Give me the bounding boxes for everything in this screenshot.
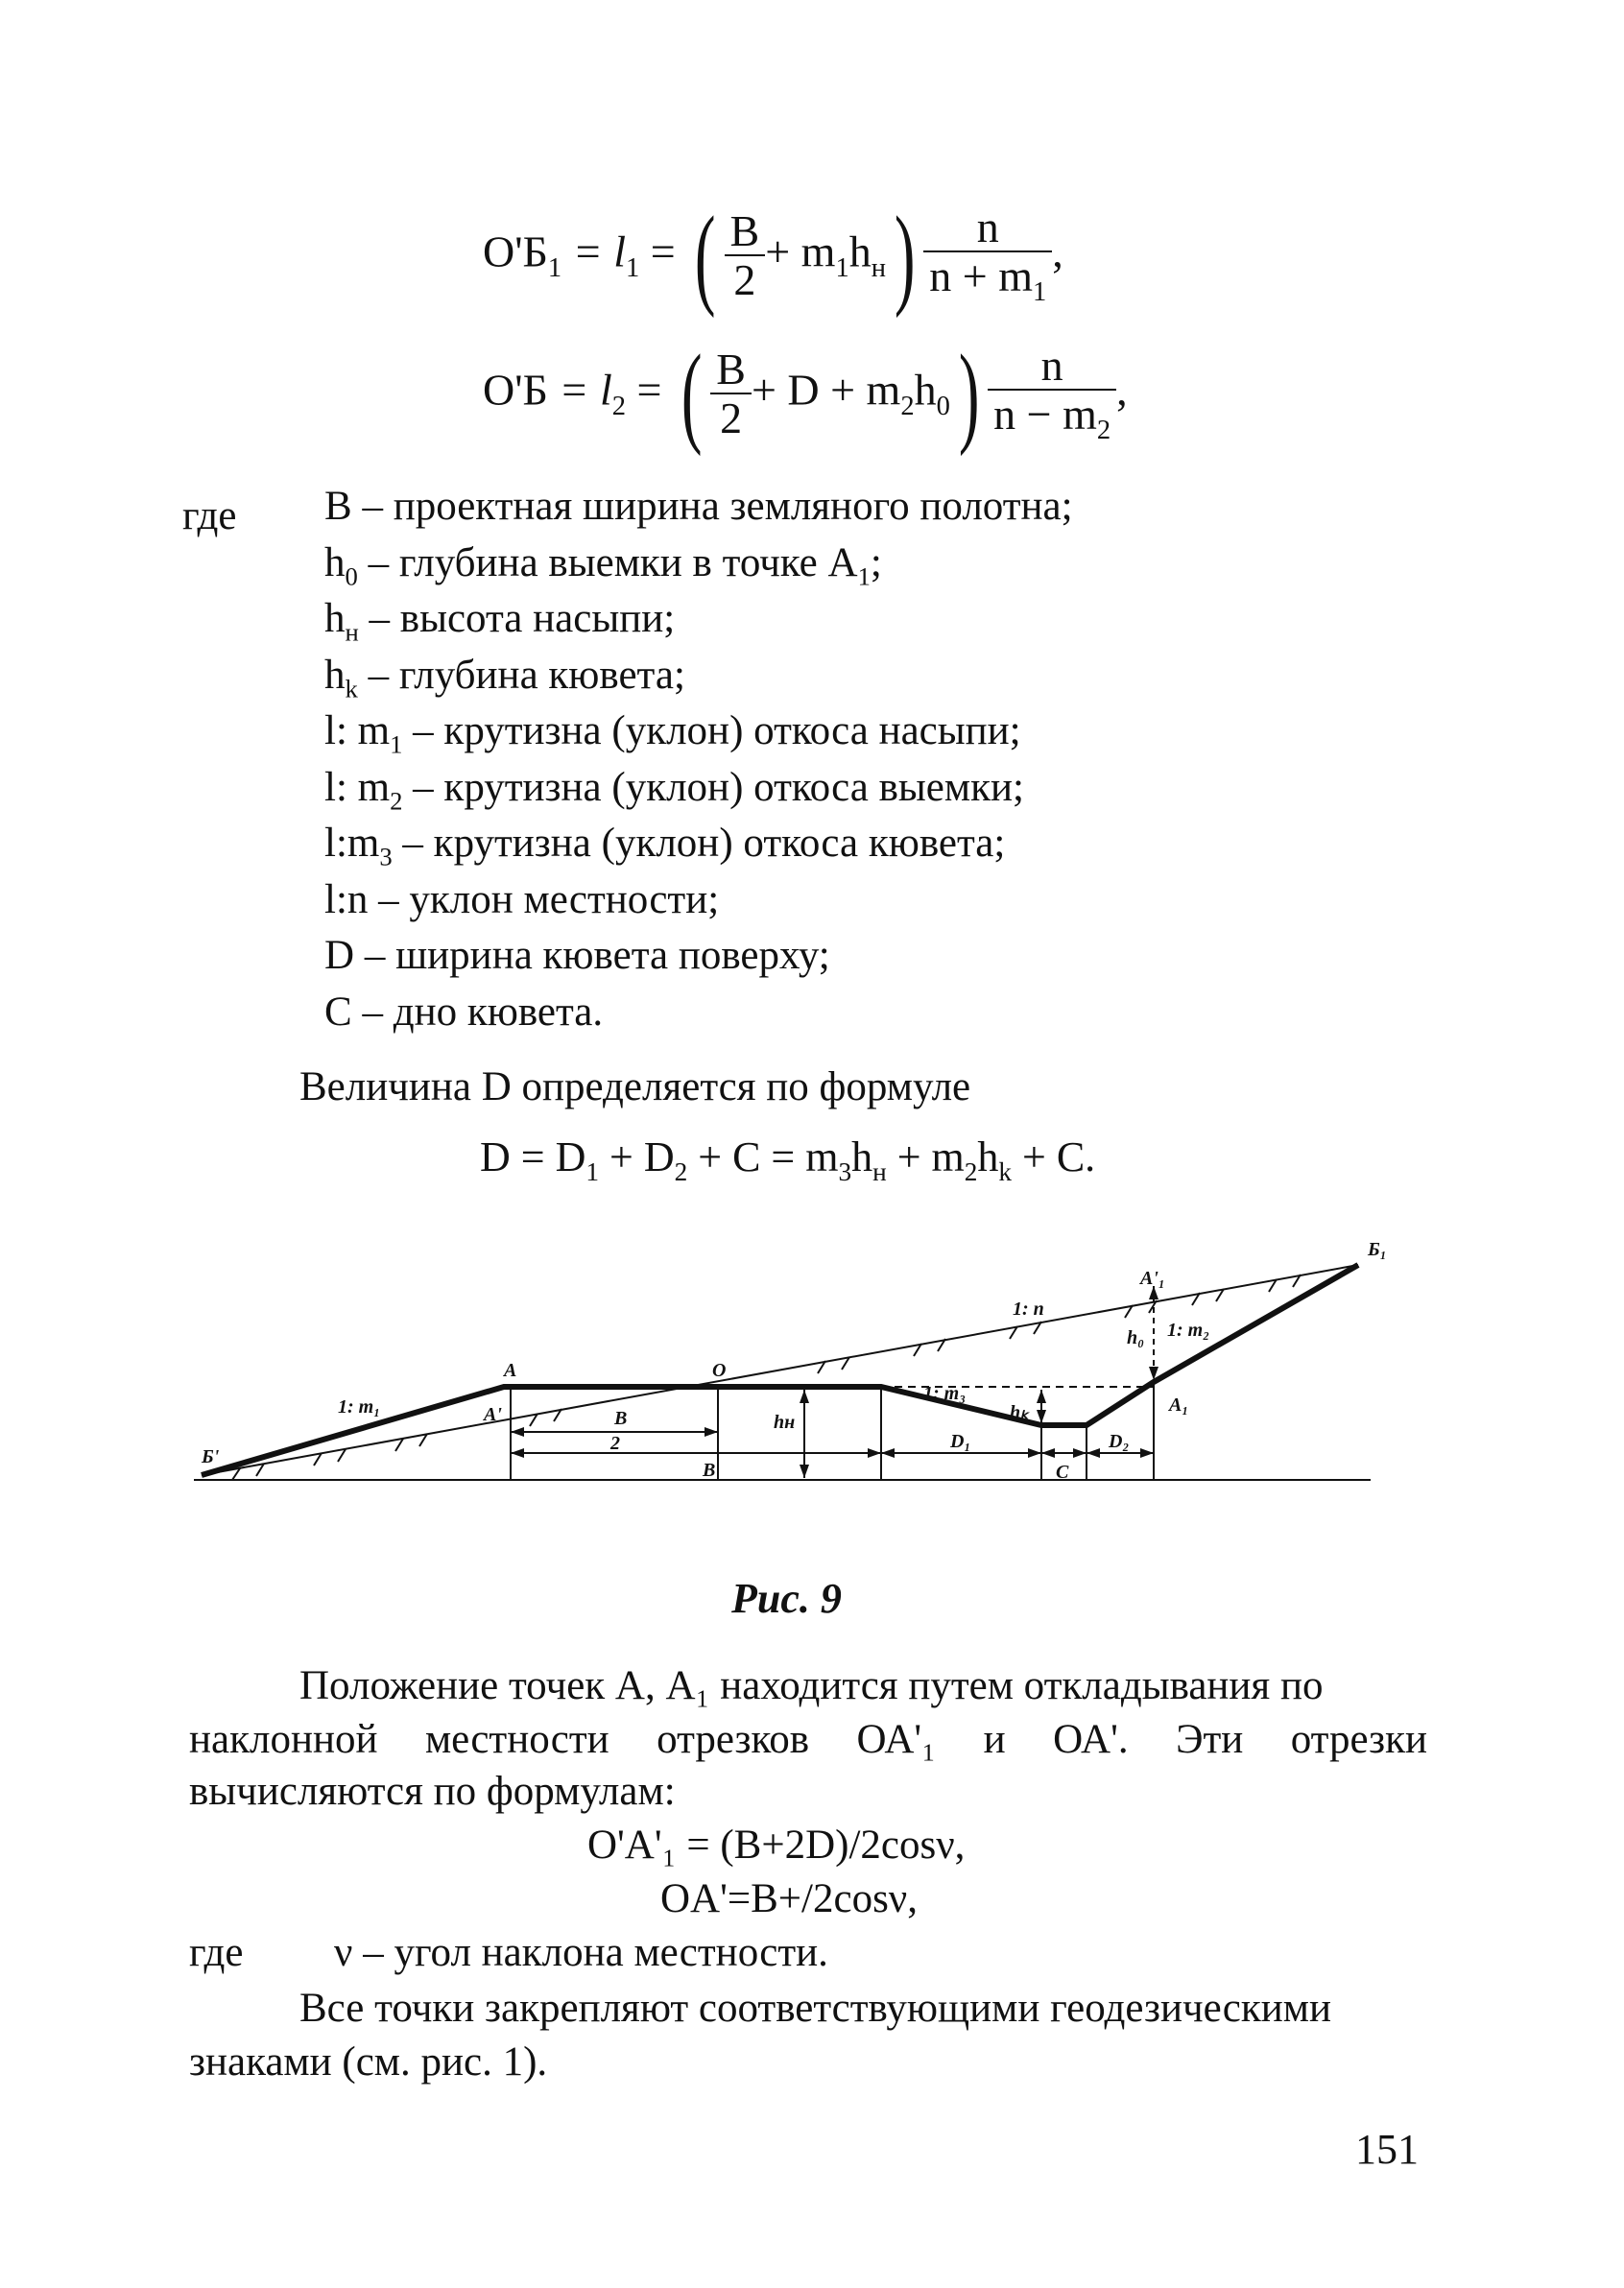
f2-frac-num: B — [710, 346, 752, 394]
def-symbol-sub: 2 — [390, 786, 403, 816]
d-d-sub: н — [872, 1156, 887, 1186]
d-formula — [480, 1132, 1095, 1187]
definition-row — [324, 539, 1073, 599]
word: наклонной — [189, 1717, 378, 1762]
def-symbol: l:m — [324, 821, 380, 866]
d-e-sub: 2 — [964, 1156, 978, 1186]
definition-row — [324, 935, 1073, 991]
f2-ratio-den-sub: 2 — [1096, 416, 1111, 446]
f2-mid-sub: 2 — [611, 391, 627, 421]
definition-row — [324, 822, 1073, 879]
def-text: – крутизна (уклон) откоса насыпи; — [402, 708, 1021, 753]
f2-eq: = — [636, 365, 662, 415]
para2-line1: Все точки закрепляют соответствующими геодезическими — [299, 1986, 1331, 2031]
definition-row — [324, 764, 1073, 823]
label-a: A — [504, 1360, 517, 1381]
label-h0: h₀ — [1127, 1327, 1145, 1348]
definition-row — [324, 652, 1073, 711]
f1-ratio-num: n — [923, 204, 1052, 252]
def-symbol-sub: k — [345, 674, 358, 703]
f1-lhs: O'Б — [483, 226, 548, 276]
f1-frac-num: B — [725, 208, 766, 256]
d-a: D = D — [480, 1133, 586, 1180]
f1-rparen: ) — [894, 193, 916, 319]
word: и — [983, 1717, 1006, 1762]
d-f: h — [977, 1133, 999, 1180]
formula-oa: OA'=B+/2cosν, — [660, 1876, 918, 1921]
label-o: O — [712, 1360, 727, 1381]
d-b-sub: 2 — [674, 1156, 688, 1186]
d-e: + m — [886, 1133, 965, 1180]
word: отрезки — [1290, 1717, 1427, 1762]
page-number: 151 — [1355, 2126, 1419, 2173]
where-label: где — [182, 493, 237, 538]
f2-tail: , — [1116, 365, 1128, 415]
def-text: – дно кювета. — [351, 989, 604, 1035]
arrowheads — [511, 1286, 1158, 1478]
nu-definition: ν – угол наклона местности. — [334, 1930, 828, 1975]
label-d2: D₂ — [1109, 1431, 1130, 1452]
f1-plus-h: h — [848, 226, 872, 276]
f1-eq: = — [650, 226, 676, 276]
def-tail-sub: 1 — [857, 561, 871, 591]
label-a1-prime: A'₁ — [1140, 1268, 1165, 1289]
f1-plus-h-sub: н — [871, 252, 886, 283]
def-symbol-sub: 1 — [390, 729, 403, 759]
formula-l2 — [483, 331, 1128, 457]
para1-line3: вычисляются по формулам: — [189, 1769, 676, 1814]
f2-frac-b2 — [710, 346, 752, 443]
para1-line2 — [189, 1716, 1427, 1763]
label-b-half: B — [614, 1408, 628, 1429]
f2-lhs: O'Б — [483, 365, 548, 415]
f1-ratio — [923, 204, 1052, 308]
label-d1: D₁ — [950, 1431, 971, 1452]
word: отрезков — [657, 1717, 809, 1762]
def-text: – ширина кювета поверху; — [354, 933, 830, 978]
label-b1: Б₁ — [1368, 1239, 1387, 1260]
label-b-full: B — [703, 1460, 716, 1481]
f2-ratio — [988, 343, 1116, 446]
def-text: – проектная ширина земляного полотна; — [351, 484, 1073, 529]
def-symbol: h — [324, 596, 346, 641]
f2-plus-h-sub: 0 — [936, 391, 950, 421]
definition-row — [324, 598, 1073, 655]
label-a-prime: A' — [484, 1404, 502, 1425]
d-f-sub: k — [998, 1156, 1013, 1186]
definition-row — [324, 486, 1073, 542]
cross-section-diagram — [0, 1219, 1624, 1526]
f1-frac-b2 — [725, 205, 766, 305]
f2-plus-h: h — [914, 365, 937, 415]
d-g: + C. — [1012, 1133, 1096, 1180]
para2-line2: знаками (см. рис. 1). — [189, 2039, 548, 2085]
f1-mid: = l — [572, 226, 627, 276]
f1-ratio-den-sub: 1 — [1033, 277, 1047, 308]
definitions-list — [324, 486, 1073, 1047]
f1-plus-sub: 1 — [835, 252, 849, 283]
definition-row — [324, 876, 1073, 936]
f1-mid-sub: 1 — [626, 252, 640, 283]
def-tail: ; — [870, 539, 882, 585]
d-c-sub: 3 — [838, 1156, 852, 1186]
f1-lhs-sub: 1 — [547, 252, 562, 283]
f2-frac-den: 2 — [720, 393, 743, 442]
def-text: – глубина кювета; — [357, 652, 685, 698]
label-m1: 1: m₁ — [338, 1396, 381, 1418]
f2-ratio-den-wrap — [988, 391, 1116, 446]
def-symbol: l: m — [324, 764, 391, 810]
definition-row — [324, 710, 1073, 767]
f2-lparen: ( — [681, 331, 703, 457]
f2-plus-sub: 2 — [900, 391, 915, 421]
terrain-line — [202, 1265, 1358, 1475]
label-m3: 1: m₃ — [923, 1383, 967, 1404]
def-symbol: C — [324, 989, 352, 1035]
d-d: h — [851, 1133, 873, 1180]
def-text: – крутизна (уклон) откоса выемки; — [402, 764, 1024, 810]
d-a-sub: 1 — [585, 1156, 600, 1186]
d-intro: Величина D определяется по формуле — [299, 1064, 971, 1109]
word: ОА'. — [1053, 1717, 1129, 1762]
f1-lparen: ( — [695, 193, 716, 319]
word: местности — [424, 1717, 609, 1762]
def-symbol-sub: н — [345, 617, 359, 647]
definition-row — [324, 991, 1073, 1048]
label-c: C — [1056, 1462, 1069, 1483]
def-symbol: D — [324, 933, 355, 978]
def-symbol-sub: 3 — [379, 842, 393, 871]
label-two: 2 — [610, 1433, 620, 1454]
para1-line1: Положение точек А, А₁ находится путем откладывания по — [299, 1663, 1324, 1708]
f2-ratio-num: n — [988, 343, 1116, 391]
def-text: – уклон местности; — [368, 876, 720, 922]
f1-ratio-den: n + m — [929, 251, 1034, 301]
d-b: + D — [599, 1133, 675, 1180]
label-slope-n: 1: n — [1013, 1299, 1044, 1320]
label-m2: 1: m₂ — [1167, 1320, 1210, 1341]
def-symbol: h — [324, 652, 346, 698]
label-a1: A₁ — [1169, 1394, 1189, 1416]
f2-plus-term: + D + m — [751, 365, 901, 415]
def-symbol: h — [324, 539, 346, 585]
f2-mid: = l — [559, 365, 612, 415]
label-b-prime: Б' — [202, 1446, 220, 1467]
def-symbol-sub: 0 — [345, 561, 358, 591]
f1-plus-term: + m — [765, 226, 836, 276]
formula-oa1: O'A'₁ = (B+2D)/2cosν, — [587, 1823, 966, 1868]
word: Эти — [1176, 1717, 1244, 1762]
where2-label: где — [189, 1930, 244, 1975]
f1-ratio-den-wrap — [923, 252, 1052, 308]
def-text: – глубина выемки в точке А — [357, 539, 858, 585]
def-symbol: l:n — [324, 876, 369, 922]
label-hn: hн — [774, 1412, 796, 1433]
f1-frac-den: 2 — [733, 254, 756, 304]
word: ОА'₁ — [856, 1717, 937, 1762]
def-symbol: l: m — [324, 708, 391, 753]
def-text: – высота насыпи; — [358, 596, 676, 641]
def-text: – крутизна (уклон) откоса кювета; — [392, 821, 1006, 866]
def-symbol: B — [324, 484, 352, 529]
f2-rparen: ) — [958, 331, 980, 457]
label-hk: hₖ — [1010, 1402, 1029, 1423]
f1-tail: , — [1052, 226, 1063, 276]
f2-ratio-den: n − m — [993, 390, 1097, 440]
d-c: + C = m — [687, 1133, 839, 1180]
formula-l1 — [483, 193, 1063, 319]
figure-caption: Рис. 9 — [731, 1575, 842, 1622]
